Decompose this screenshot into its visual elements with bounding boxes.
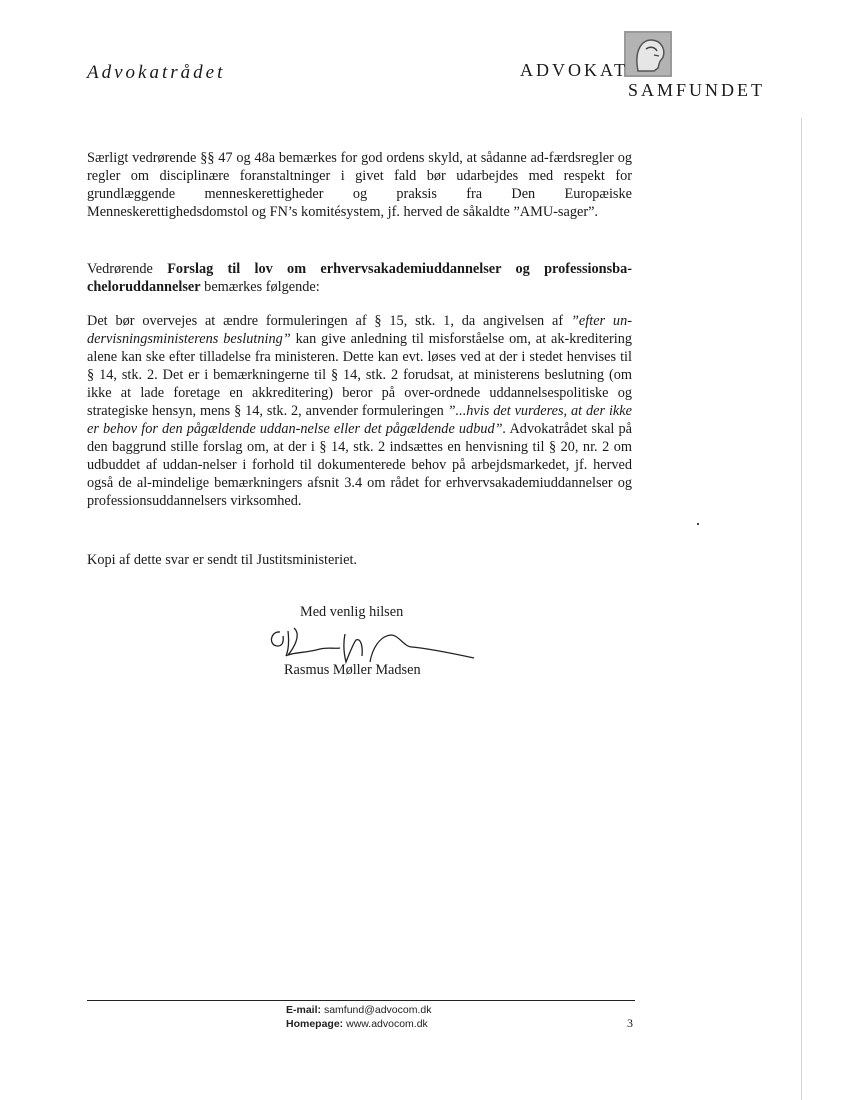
paragraph-2-intro: Vedrørende xyxy=(87,261,168,277)
paragraph-4: Kopi af dette svar er sendt til Justitsministeriet. xyxy=(87,552,358,568)
homepage-url: www.advocom.dk xyxy=(346,1018,428,1030)
signer-name: Rasmus Møller Madsen xyxy=(284,662,421,678)
paragraph-2-end: bemærkes følgende: xyxy=(200,279,320,295)
footer-divider xyxy=(87,1000,635,1001)
paragraph-3-part-b: kan give anledning til misforståelse om, at ak-kreditering alene kan ske efter tilladelse fra ministeren. Dette kan evt. løses ved at der i stedet henvises til § 14, stk. 2. Det er i bemærkningerne til § 14, stk. 2 forudsat, at ministerens beslutning (om ikke at lade foretage en akkreditering) beror på over-ordnede uddannelsespolitiske og strategiske hensyn, mens § 14, stk. 2, anvender formuleringen xyxy=(87,331,632,419)
scan-edge-line xyxy=(801,118,802,1100)
paragraph-3 xyxy=(87,312,632,510)
logo-text-advokat: ADVOKAT xyxy=(520,60,628,80)
footer-homepage-line xyxy=(286,1018,428,1030)
paragraph-3-quote-2: ”...hvis det vurderes, at der ikke er behov for den pågældende uddan-nelse eller det pågældende udbud”. xyxy=(87,403,632,437)
footer-email-line xyxy=(286,1004,431,1016)
email-address: samfund@advocom.dk xyxy=(323,1004,432,1016)
logo-text-samfundet: SAMFUNDET xyxy=(628,80,766,100)
scan-speck xyxy=(697,523,699,525)
profile-head-emblem-icon xyxy=(624,31,672,77)
paragraph-3-quote-1: ”efter un-dervisningsministerens beslutning” xyxy=(87,313,632,347)
bill-title: Forslag til lov om erhvervsakademiuddannelser og professionsba-cheloruddannelser xyxy=(87,261,633,295)
homepage-label: Homepage: xyxy=(286,1018,344,1030)
email-label: E-mail: xyxy=(286,1004,322,1016)
closing-greeting: Med venlig hilsen xyxy=(300,604,404,620)
paragraph-3-part-a: Det bør overvejes at ændre formuleringen af § 15, stk. 1, da angivelsen af xyxy=(87,313,571,329)
paragraph-2 xyxy=(87,260,632,296)
paragraph-1: Særligt vedrørende §§ 47 og 48a bemærkes for god ordens skyld, at sådanne ad-færdsregler og regler om disciplinære foranstaltninger i givet fald bør udarbejdes med respekt for grundlæggende menneskerettigheder og praksis fra Den Europæiske Menneskerettighedsdomstol og FN’s komitésystem, jf. herved de såkaldte ”AMU-sager”. xyxy=(87,150,632,220)
paragraph-3-part-c: Advokatrådet skal på den baggrund stille forslag om, at der i § 14, stk. 2 indsættes en henvisning til § 20, nr. 2 om udbuddet af uddan-nelser i forhold til dokumenterede behov på arbejdsmarkedet, jf. herved også de al-mindelige bemærkningers afsnit 3.4 om rådet for erhvervsakademiuddannelser og professionsuddannelsers virksomhed. xyxy=(87,421,632,509)
page-number: 3 xyxy=(627,1016,633,1030)
letterhead-title: Advokatrådet xyxy=(87,62,226,83)
